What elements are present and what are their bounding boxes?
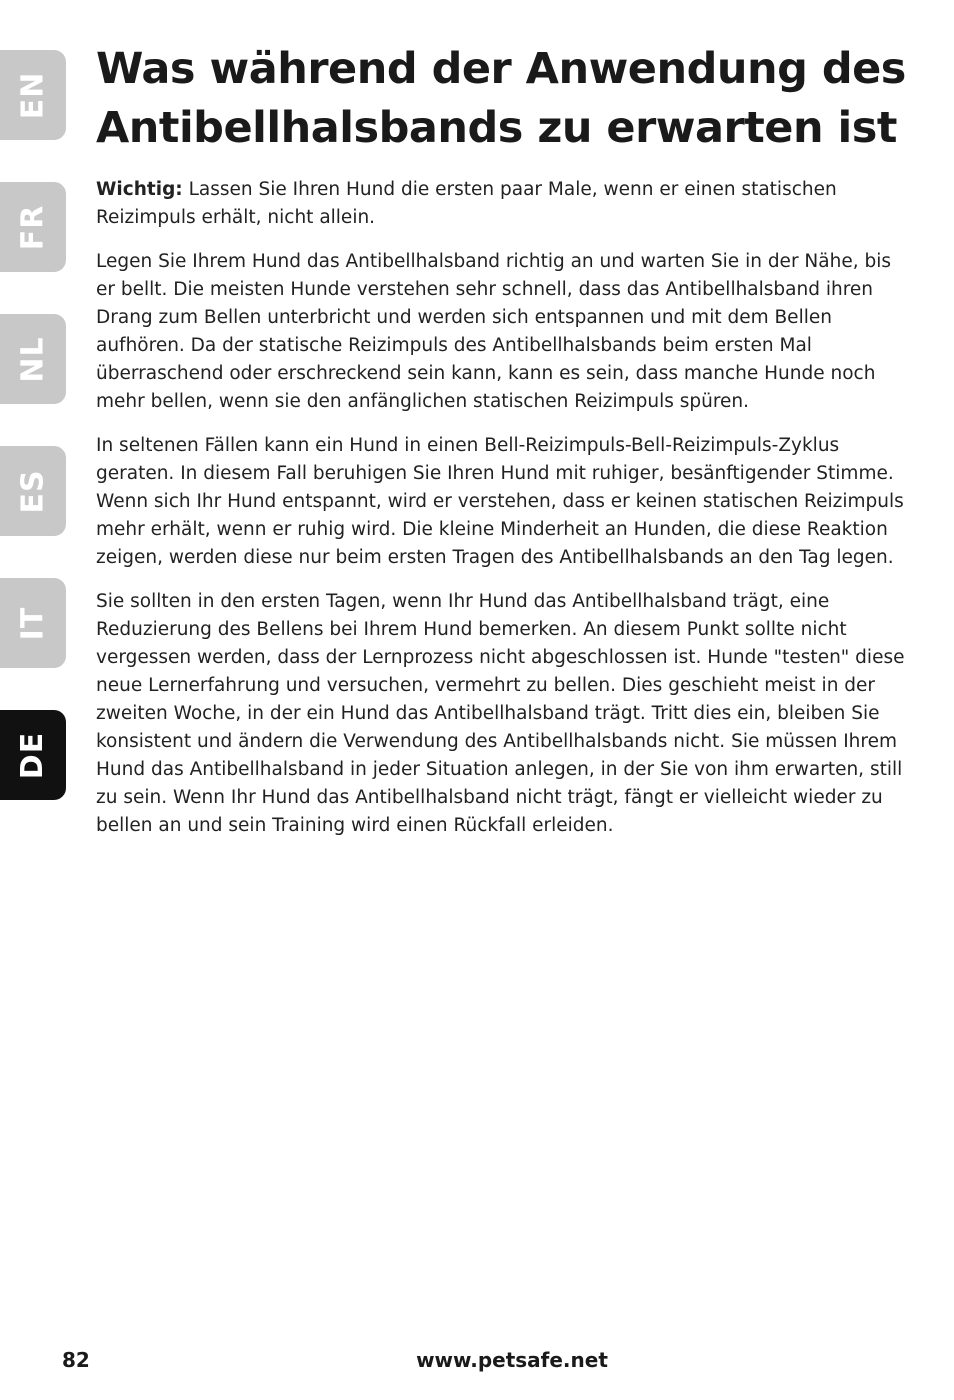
tab-nl-label: NL xyxy=(15,335,51,383)
language-tabs xyxy=(0,0,66,1400)
important-note xyxy=(96,176,906,232)
tab-it[interactable] xyxy=(0,578,66,668)
tab-es-label: ES xyxy=(15,468,51,514)
important-note-text: Lassen Sie Ihren Hund die ersten paar Male, wenn er einen statischen Reizimpuls erhält, nicht allein. xyxy=(96,179,837,228)
important-note-label: Wichtig: xyxy=(96,179,183,200)
tab-es[interactable] xyxy=(0,446,66,536)
tab-fr[interactable] xyxy=(0,182,66,272)
tab-de-label: DE xyxy=(15,731,51,779)
paragraph-3: Sie sollten in den ersten Tagen, wenn Ihr Hund das Antibellhalsband trägt, eine Reduzierung des Bellens bei Ihrem Hund bemerken. An diesem Punkt sollte nicht vergessen werden, dass der Lernprozess nicht abgeschlossen ist. Hunde "testen" diese neue Lernerfahrung und versuchen, vermehrt zu bellen. Dies geschieht meist in der zweiten Woche, in der ein Hund das Antibellhalsband trägt. Tritt dies ein, bleiben Sie konsistent und ändern die Verwendung des Antibellhalsbands nicht. Sie müssen Ihrem Hund das Antibellhalsband in jeder Situation anlegen, in der Sie von ihm erwarten, still zu sein. Wenn Ihr Hund das Antibellhalsband nicht trägt, fängt er vielleicht wieder zu bellen an und sein Training wird einen Rückfall erleiden. xyxy=(96,591,905,836)
main-content xyxy=(96,40,906,856)
paragraph-1: Legen Sie Ihrem Hund das Antibellhalsband richtig an und warten Sie in der Nähe, bis er bellt. Die meisten Hunde verstehen sehr schnell, dass das Antibellhalsband ihren Drang zum Bellen unterbricht und werden sich entspannen und mit dem Bellen aufhören. Da der statische Reizimpuls des Antibellhalsbands beim ersten Mal überraschend oder erschreckend sein kann, kann es sein, dass manche Hunde noch mehr bellen, wenn sie den anfänglichen statischen Reizimpuls spüren. xyxy=(96,251,891,412)
page-title: Was während der Anwendung des Antibellhalsbands zu erwarten ist xyxy=(96,44,906,153)
page-number: 82 xyxy=(62,1348,90,1372)
tab-de[interactable] xyxy=(0,710,66,800)
tab-en-label: EN xyxy=(15,71,51,119)
website-link[interactable]: www.petsafe.net xyxy=(416,1348,608,1372)
tab-it-label: IT xyxy=(15,606,51,640)
tab-nl[interactable] xyxy=(0,314,66,404)
tab-fr-label: FR xyxy=(15,204,51,250)
tab-en[interactable] xyxy=(0,50,66,140)
paragraph-2: In seltenen Fällen kann ein Hund in einen Bell-Reizimpuls-Bell-Reizimpuls-Zyklus geraten. In diesem Fall beruhigen Sie Ihren Hund mit ruhiger, besänftigender Stimme. Wenn sich Ihr Hund entspannt, wird er verstehen, dass er keinen statischen Reizimpuls mehr erhält, wenn er ruhig wird. Die kleine Minderheit an Hunden, die diese Reaktion zeigen, werden diese nur beim ersten Tragen des Antibellhalsbands an den Tag legen. xyxy=(96,435,904,568)
